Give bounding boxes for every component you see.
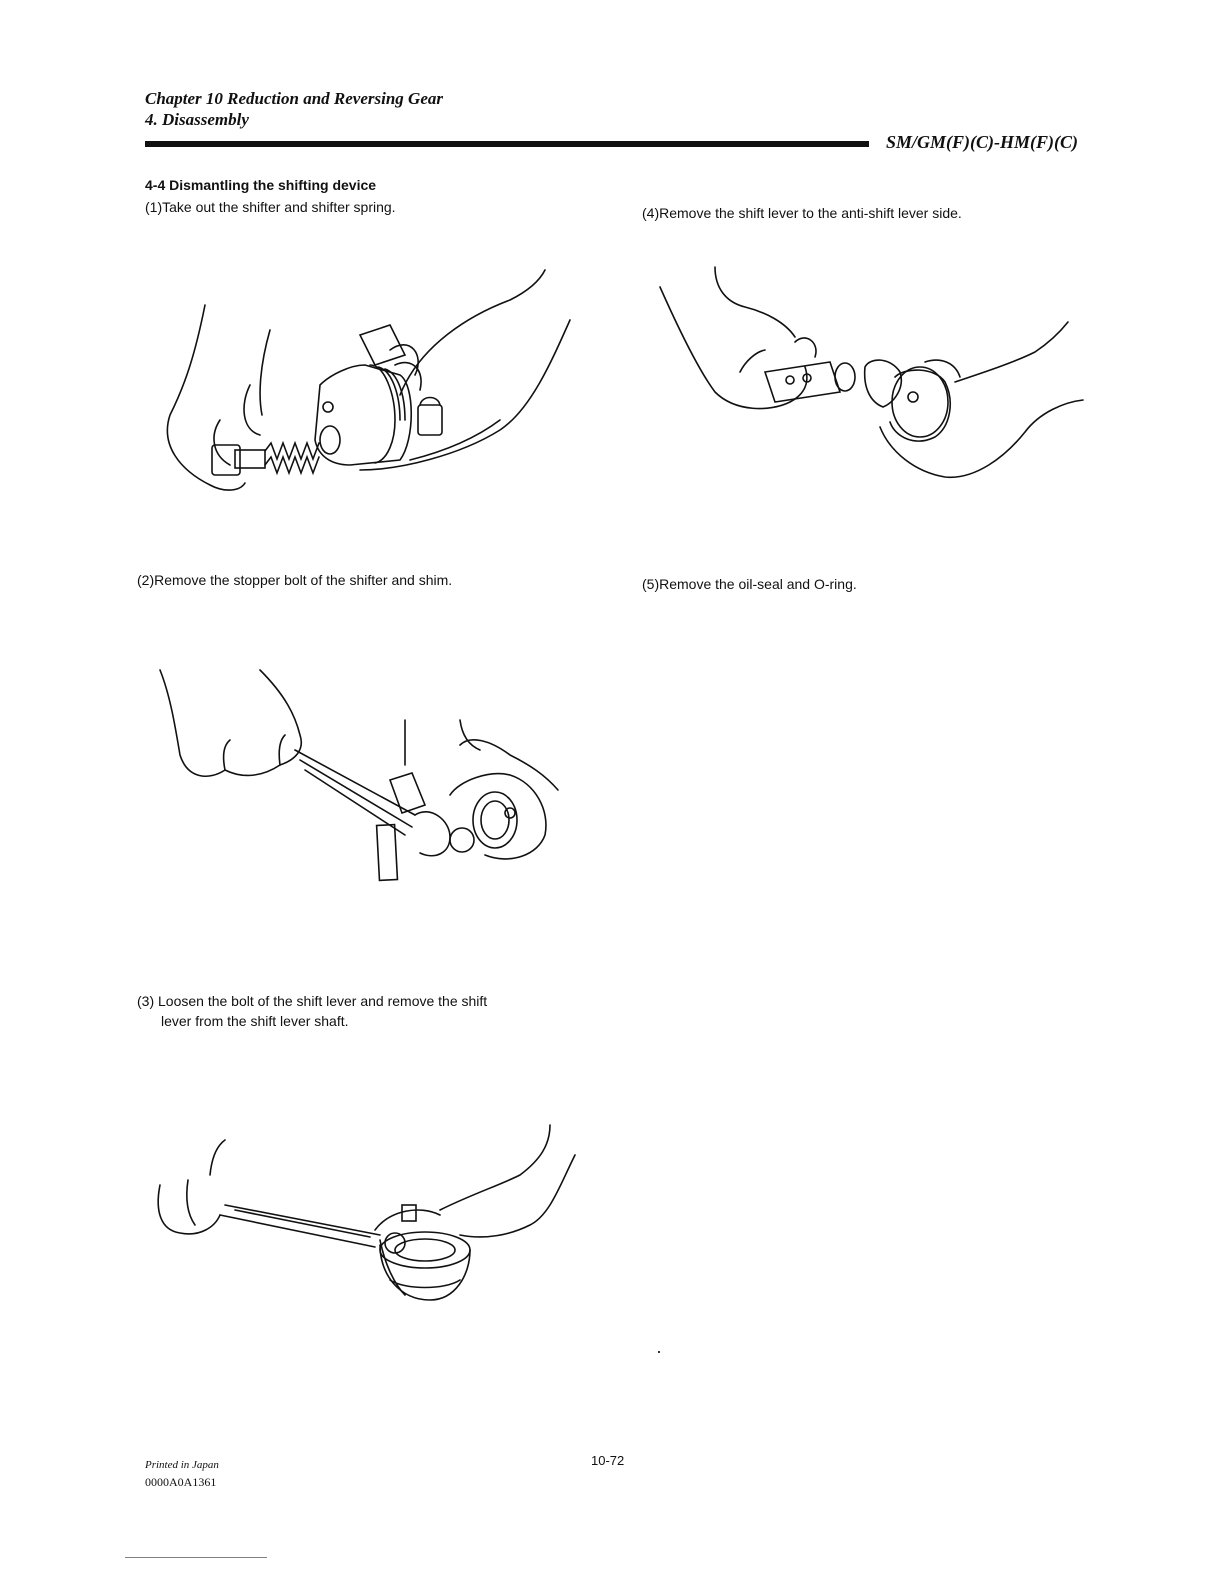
step-3-text: [137, 991, 597, 1031]
figure-shift-lever-bolt: [140, 1115, 590, 1315]
step-2-text: (2)Remove the stopper bolt of the shifter and shim.: [137, 572, 453, 588]
figure-shift-lever-removal: [655, 262, 1085, 487]
step-3-line-2: lever from the shift lever shaft.: [161, 1013, 349, 1029]
section-subtitle: 4. Disassembly: [145, 110, 249, 129]
section-title: 4-4 Dismantling the shifting device: [145, 177, 377, 193]
stray-mark: [658, 1351, 660, 1353]
model-designation: SM/GM(F)(C)-HM(F)(C): [886, 132, 1078, 152]
chapter-title: Chapter 10 Reduction and Reversing Gear: [145, 89, 443, 108]
step-5-text: (5)Remove the oil-seal and O-ring.: [642, 576, 857, 592]
figure-stopper-bolt: [150, 655, 570, 895]
step-4-text: (4)Remove the shift lever to the anti-shift lever side.: [642, 205, 962, 221]
step-3-line-1: (3) Loosen the bolt of the shift lever and remove the shift: [137, 993, 488, 1009]
document-code: 0000A0A1361: [145, 1475, 217, 1489]
page-number: 10-72: [591, 1453, 625, 1468]
header-rule: [145, 141, 869, 147]
figure-shifter-spring: [150, 255, 590, 505]
chapter-heading: [145, 88, 443, 130]
bottom-link-underline: [125, 1557, 267, 1558]
printed-in-note: Printed in Japan: [145, 1459, 219, 1471]
step-1-text: (1)Take out the shifter and shifter spring.: [145, 199, 396, 215]
